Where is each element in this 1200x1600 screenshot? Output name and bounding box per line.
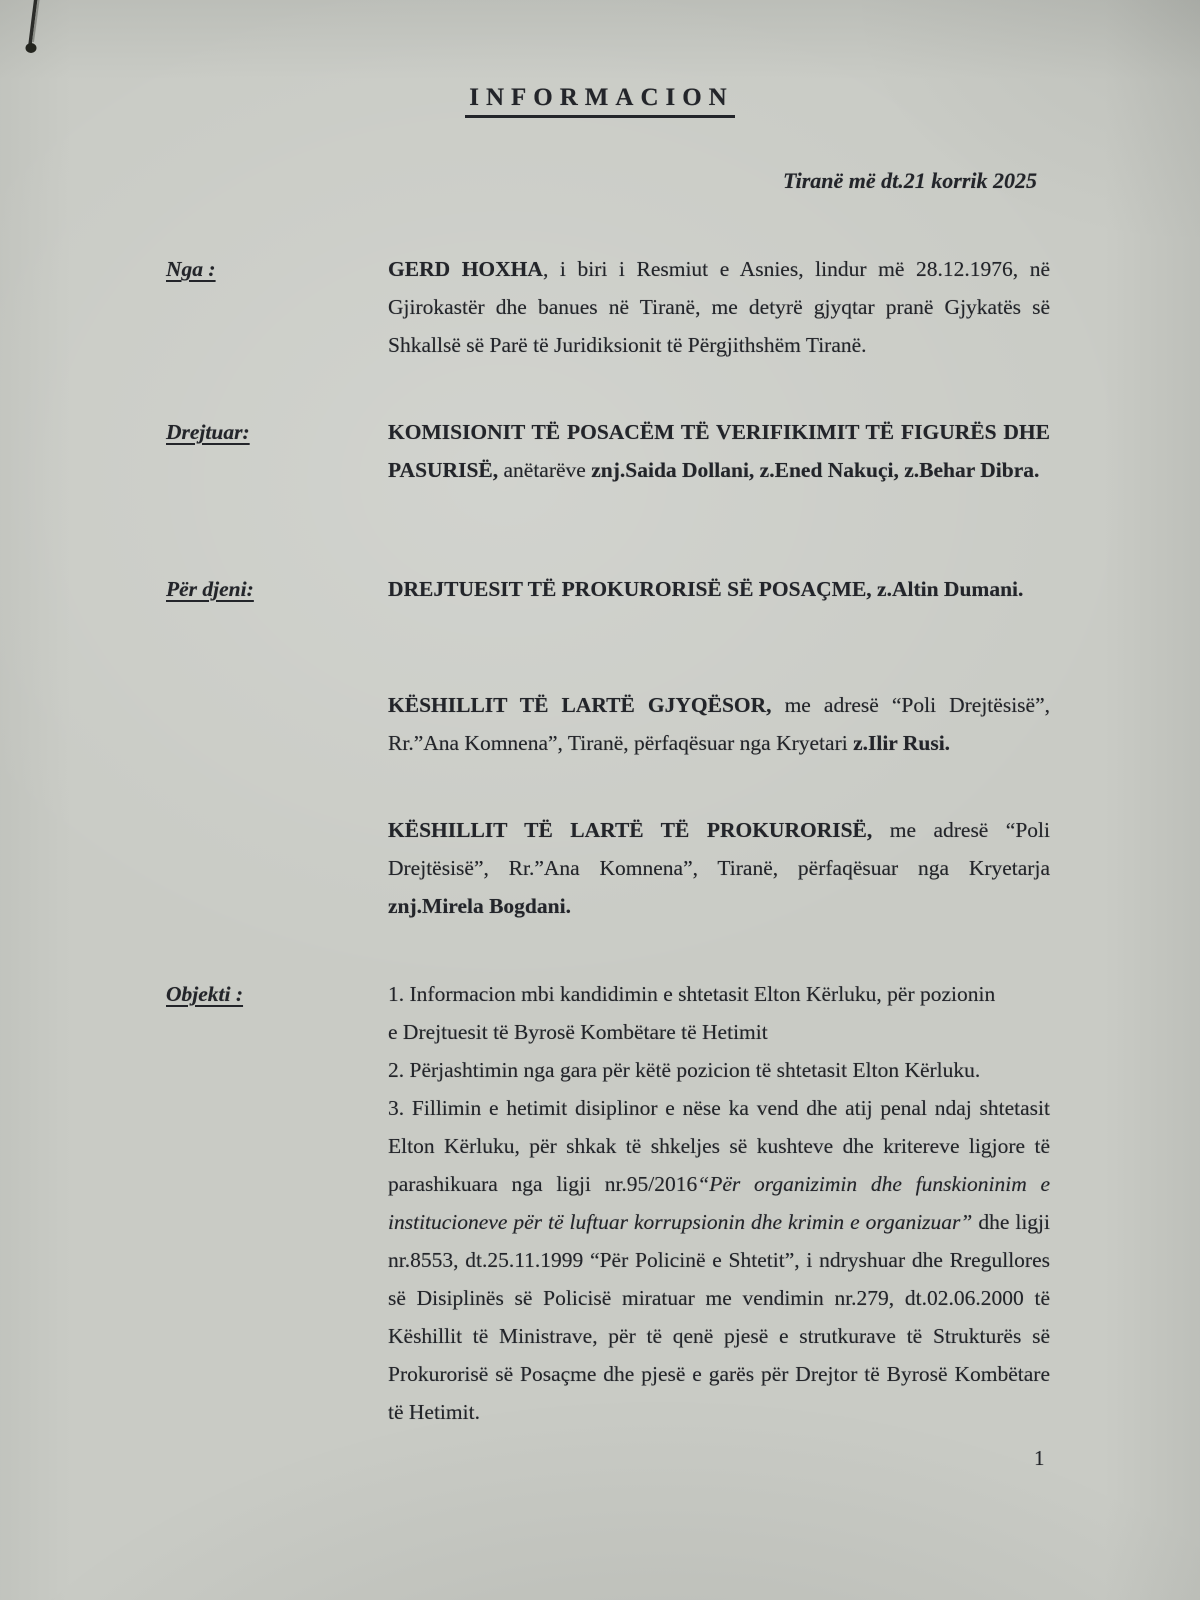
page-number: 1 [1034,1446,1045,1470]
objekti-item-2: 2. Përjashtimin nga gara për këtë pozicion të shtetasit Elton Kërluku. [388,1058,981,1082]
staple-artifact [0,0,70,70]
label-nga: Nga : [166,257,216,281]
title-row [0,84,1200,118]
label-per-djeni: Për djeni: [166,577,254,601]
per-djeni-text: DREJTUESIT TË PROKURORISË SË POSAÇME, z.Altin Dumani. [388,577,1024,601]
document-title: INFORMACION [465,84,735,118]
objekti-item-1: 1. Informacion mbi kandidimin e shtetasit Elton Kërluku, për pozionin e Drejtuesit të Byrosë Kombëtare të Hetimit [388,982,996,1044]
dateline: Tiranë më dt.21 korrik 2025 [782,168,1037,193]
nga-text: GERD HOXHA, i biri i Resmiut e Asnies, lindur më 28.12.1976, në Gjirokastër dhe banues në Tiranë, me detyrë gjyqtar pranë Gjykatës së Shkallsë së Parë të Juridiksionit të Përgjithshëm Tiranë. [388,257,1050,357]
keshilli-gjyqesor-text: KËSHILLIT TË LARTË GJYQËSOR, me adresë “Poli Drejtësisë”, Rr.”Ana Komnena”, Tiranë, përfaqësuar nga Kryetari z.Ilir Rusi. [388,693,1050,755]
objekti-item-3: 3. Fillimin e hetimit disiplinor e nëse ka vend dhe atij penal ndaj shtetasit Elton Kërluku, për shkak të shkeljes së kushteve dhe kritereve ligjore të parashikuara nga ligji nr.95/2016“Për organizimin dhe funskioninim e institucioneve për të luftuar korrupsionin dhe krimin e organizuar” dhe ligji nr.8553, dt.25.11.1999 “Për Policinë e Shtetit”, i ndryshuar dhe Rregullores së Disiplinës së Policisë miratuar me vendimin nr.279, dt.02.06.2000 të Këshillit të Ministrave, për të qenë pjesë e strutkurave të Strukturës së Prokurorisë së Posaçme dhe pjesë e garës për Drejtor të Byrosë Kombëtare të Hetimit. [388,1096,1050,1424]
objekti-list [388,975,1050,1431]
drejtuar-text: KOMISIONIT TË POSACËM TË VERIFIKIMIT TË FIGURËS DHE PASURISË, anëtarëve znj.Saida Dollani, z.Ened Nakuçi, z.Behar Dibra. [388,420,1050,482]
label-objekti: Objekti : [166,982,244,1006]
keshilli-prokurorise-text: KËSHILLIT TË LARTË TË PROKURORISË, me adresë “Poli Drejtësisë”, Rr.”Ana Komnena”, Tiranë, përfaqësuar nga Kryetarja znj.Mirela Bogdani. [388,818,1051,918]
label-drejtuar: Drejtuar: [166,420,250,444]
